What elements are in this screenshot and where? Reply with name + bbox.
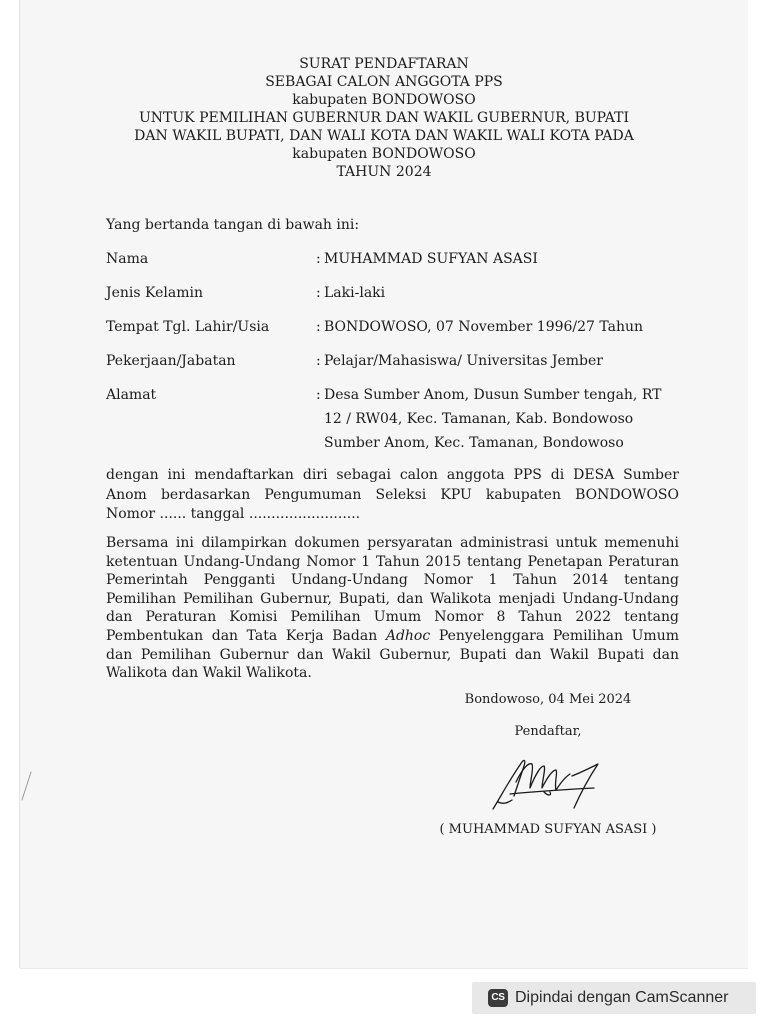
paragraph-line: dan Pemilihan Gubernur dan Wakil Gubernur, Bupati dan Wakil Bupati dan — [106, 646, 679, 663]
paragraph-line: Anom berdasarkan Pengumuman Seleksi KPU kabupaten BONDOWOSO — [106, 486, 679, 503]
field-colon: : — [316, 251, 321, 267]
field-label: Jenis Kelamin — [106, 285, 203, 301]
title-line: SEBAGAI CALON ANGGOTA PPS — [265, 74, 503, 90]
statement-paragraph — [106, 466, 679, 525]
field-label: Nama — [106, 251, 149, 267]
line-segment: Pembentukan dan Tata Kerja Badan — [106, 627, 386, 644]
line-segment: Penyelenggara Pemilihan Umum — [430, 627, 679, 644]
title-line: TAHUN 2024 — [336, 164, 432, 180]
paragraph-line: Pemerintah Pengganti Undang-Undang Nomor 1 Tahun 2014 tentang — [106, 572, 679, 589]
camscanner-badge — [472, 982, 756, 1014]
field-label: Pekerjaan/Jabatan — [106, 353, 236, 369]
title-line: SURAT PENDAFTARAN — [299, 56, 469, 72]
field-colon: : — [316, 387, 321, 403]
signatory-name: ( MUHAMMAD SUFYAN ASASI ) — [439, 822, 657, 837]
field-value: Laki-laki — [324, 285, 386, 301]
field-colon: : — [316, 319, 321, 335]
italic-term: Adhoc — [385, 627, 431, 644]
field-row-occupation — [106, 349, 694, 373]
attachment-paragraph — [106, 534, 679, 683]
title-line: kabupaten BONDOWOSO — [292, 92, 476, 108]
field-value-address — [324, 383, 694, 455]
address-line: Desa Sumber Anom, Dusun Sumber tengah, RT — [324, 387, 662, 403]
paragraph-line: ketentuan Undang-Undang Nomor 1 Tahun 2015 tentang Penetapan Peraturan — [106, 553, 679, 570]
field-row-birth — [106, 315, 694, 339]
camscanner-label: Dipindai dengan CamScanner — [515, 989, 729, 1006]
field-value: MUHAMMAD SUFYAN ASASI — [324, 251, 538, 267]
field-label: Alamat — [106, 387, 157, 403]
scan-mark — [18, 770, 36, 802]
document-title — [0, 55, 768, 181]
field-label: Tempat Tgl. Lahir/Usia — [106, 319, 270, 335]
field-colon: : — [316, 285, 321, 301]
intro-text: Yang bertanda tangan di bawah ini: — [106, 217, 360, 233]
paragraph-line: dengan ini mendaftarkan diri sebagai calon anggota PPS di DESA Sumber — [106, 467, 679, 483]
title-line: DAN WAKIL BUPATI, DAN WALI KOTA DAN WAKIL WALI KOTA PADA — [134, 128, 634, 144]
field-colon: : — [316, 353, 321, 369]
address-line: 12 / RW04, Kec. Tamanan, Kab. Bondowoso — [324, 411, 634, 427]
field-row-name — [106, 247, 694, 271]
title-line: UNTUK PEMILIHAN GUBERNUR DAN WAKIL GUBERNUR, BUPATI — [138, 110, 630, 126]
paragraph-line: dan Peraturan Komisi Pemilihan Umum Nomor 8 Tahun 2022 tentang — [106, 609, 679, 626]
paragraph-line: Pemilihan Pemilihan Gubernur, Bupati, dan Walikota menjadi Undang-Undang — [106, 590, 679, 607]
address-line: Sumber Anom, Kec. Tamanan, Bondowoso — [324, 435, 624, 451]
place-date: Bondowoso, 04 Mei 2024 — [464, 692, 632, 707]
paragraph-line: Walikota dan Wakil Walikota. — [106, 665, 312, 682]
paragraph-line — [106, 627, 679, 646]
handwritten-signature — [486, 752, 604, 816]
field-row-gender — [106, 281, 694, 305]
paragraph-line: Bersama ini dilampirkan dokumen persyaratan administrasi untuk memenuhi — [106, 535, 679, 551]
camscanner-logo-icon: CS — [488, 989, 508, 1007]
field-row-address — [106, 383, 694, 455]
field-value: Pelajar/Mahasiswa/ Universitas Jember — [324, 353, 603, 369]
signer-role: Pendaftar, — [514, 724, 582, 739]
field-value: BONDOWOSO, 07 November 1996/27 Tahun — [324, 319, 644, 335]
applicant-details — [106, 247, 694, 455]
paragraph-line: Nomor ...... tanggal ......................... — [106, 506, 361, 522]
title-line: kabupaten BONDOWOSO — [292, 146, 476, 162]
